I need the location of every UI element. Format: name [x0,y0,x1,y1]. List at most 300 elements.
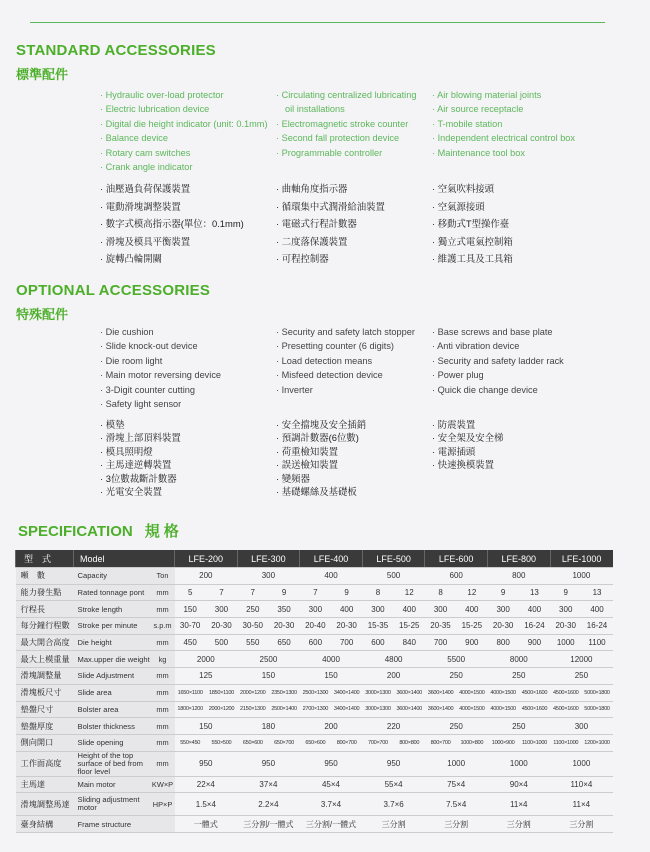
spec-value: 12 [456,584,487,601]
spec-value: 650 [268,634,299,651]
spec-unit: KW×P [151,776,175,793]
spec-value: 3600×1400 [425,684,456,701]
spec-value: 200 [362,668,425,685]
spec-value: 16-24 [581,618,612,635]
top-divider-line [30,22,605,23]
spec-value: 20-35 [425,618,456,635]
spec-value: 12000 [550,651,613,668]
accessory-item: · 預調計數器(6位數) [276,431,366,444]
accessory-item: · 主馬達逆轉裝置 [100,458,181,471]
spec-label-zh: 最大上模重量 [16,651,74,668]
standard-col2-zh [276,180,385,268]
accessory-item: · 循環集中式潤滑給油裝置 [276,198,385,216]
spec-unit: mm [151,601,175,618]
spec-value: 三分割 [550,816,613,833]
spec-label-en: Bolster thickness [74,718,151,735]
spec-label-en: Rated tonnage pont [74,584,151,601]
spec-value: 250 [487,718,550,735]
optional-accessories-title: OPTIONAL ACCESSORIES [16,282,211,299]
spec-value: 4000×1500 [456,701,487,718]
spec-value: 3000×1300 [362,684,393,701]
accessory-item: · Inverter [276,383,415,397]
spec-value: 2500×1300 [300,684,331,701]
accessory-item: · 光電安全裝置 [100,485,181,498]
spec-value: 1650×1100 [175,684,206,701]
model-header-zh: 型 式 [16,550,74,568]
spec-value: 400 [519,601,550,618]
accessory-item: oil installations [285,104,345,115]
spec-value: 7 [300,584,331,601]
model-lfe-200: LFE-200 [175,550,238,568]
spec-row [16,734,613,751]
spec-value: 4000×1500 [456,684,487,701]
spec-value: 150 [300,668,363,685]
spec-value: 4500×1600 [550,684,581,701]
spec-value: 4500×1600 [550,701,581,718]
spec-unit: mm [151,684,175,701]
spec-value: 600 [362,634,393,651]
accessory-item: · 防震裝置 [432,418,503,431]
spec-value: 7 [237,584,268,601]
spec-value: 4000×1500 [487,684,518,701]
spec-value: 三分割 [487,816,550,833]
spec-value: 2000×1200 [237,684,268,701]
model-lfe-300: LFE-300 [237,550,300,568]
optional-col3-zh [432,418,503,472]
standard-col3-en [432,88,575,160]
spec-value: 4000×1500 [487,701,518,718]
accessory-item: · Rotary cam switches [100,146,268,160]
spec-value: 300 [550,718,613,735]
spec-value: 7 [206,584,237,601]
spec-value: 20-30 [331,618,362,635]
accessory-item: · 電源插頭 [432,445,503,458]
spec-label-zh: 噸 數 [16,568,74,585]
spec-value: 300 [487,601,518,618]
accessory-item: · 安全架及安全梯 [432,431,503,444]
spec-value: 11×4 [487,793,550,816]
accessory-item: · 滑塊及模具平衡裝置 [100,233,244,251]
spec-value: 700×700 [362,734,393,751]
spec-label-en: Max.upper die weight [74,651,151,668]
optional-col1-zh [100,418,181,498]
spec-unit: HP×P [151,793,175,816]
spec-value: 9 [331,584,362,601]
spec-value: 8000 [487,651,550,668]
spec-value: 3.7×6 [362,793,425,816]
accessory-item: · Quick die change device [432,383,564,397]
spec-unit: kg [151,651,175,668]
accessory-item: · Die cushion [100,325,221,339]
spec-unit [151,816,175,833]
spec-value: 650×600 [300,734,331,751]
spec-value: 1200×1000 [581,734,612,751]
accessory-item: · Hydraulic over-load protector [100,88,268,102]
spec-value: 700 [425,634,456,651]
spec-value: 22×4 [175,776,238,793]
standard-col1-zh [100,180,244,268]
spec-row [16,776,613,793]
spec-value: 15-35 [362,618,393,635]
spec-label-zh: 行程長 [16,601,74,618]
spec-value: 650×600 [237,734,268,751]
spec-value: 150 [175,718,238,735]
spec-value: 2.2×4 [237,793,300,816]
spec-label-zh: 墊盤厚度 [16,718,74,735]
spec-value: 30-70 [175,618,206,635]
spec-value: 1000×800 [456,734,487,751]
spec-label-zh: 工作面高度 [16,751,74,776]
accessory-item: · Slide knock-out device [100,339,221,353]
spec-value: 110×4 [550,776,613,793]
spec-value: 5 [175,584,206,601]
spec-label-zh: 能力發生點 [16,584,74,601]
accessory-item: · Power plug [432,368,564,382]
accessory-item: · Base screws and base plate [432,325,564,339]
spec-value: 450 [175,634,206,651]
accessory-item: · 電動滑塊調整裝置 [100,198,244,216]
spec-label-zh: 滑塊調整量 [16,668,74,685]
accessory-item: · 滑塊上部頂料裝置 [100,431,181,444]
spec-label-en: Bolster area [74,701,151,718]
specification-title [18,520,183,541]
spec-label-en: Height of the top surface of bed from floor level [74,751,151,776]
spec-value: 45×4 [300,776,363,793]
spec-unit: mm [151,584,175,601]
spec-label-en: Slide Adjustment [74,668,151,685]
spec-value: 1000 [550,751,613,776]
spec-value: 950 [175,751,238,776]
model-lfe-500: LFE-500 [362,550,425,568]
accessory-item: · Air source receptacle [432,102,575,116]
spec-value: 11×4 [550,793,613,816]
spec-row [16,793,613,816]
accessory-item: · 移動式T型操作臺 [432,215,513,233]
spec-value: 2500×1400 [268,701,299,718]
spec-value: 2500 [237,651,300,668]
spec-value: 1000 [550,568,613,585]
accessory-item: · Misfeed detection device [276,368,415,382]
accessory-item: · Anti vibration device [432,339,564,353]
spec-label-zh: 滑塊調整馬達 [16,793,74,816]
spec-value: 2150×1300 [237,701,268,718]
spec-label-en: Stroke length [74,601,151,618]
spec-label-zh: 每分鐘行程數 [16,618,74,635]
model-lfe-1000: LFE-1000 [550,550,613,568]
spec-label-en: Main motor [74,776,151,793]
standard-accessories-title: STANDARD ACCESSORIES [16,42,216,59]
spec-row [16,668,613,685]
spec-value: 3400×1400 [331,701,362,718]
spec-label-zh: 滑塊板尺寸 [16,684,74,701]
spec-unit: mm [151,718,175,735]
spec-value: 三分割/一體式 [300,816,363,833]
spec-value: 800×800 [394,734,425,751]
spec-value: 400 [394,601,425,618]
spec-unit: Ton [151,568,175,585]
spec-label-en: Sliding adjustment motor [74,793,151,816]
spec-label-en: Capacity [74,568,151,585]
accessory-item: · Maintenance tool box [432,146,575,160]
spec-value: 2000×1200 [206,701,237,718]
specification-title-zh: 規格 [144,523,183,540]
standard-col3-zh [432,180,513,268]
spec-value: 三分割/一體式 [237,816,300,833]
model-lfe-400: LFE-400 [300,550,363,568]
spec-value: 900 [519,634,550,651]
spec-value: 1000×900 [487,734,518,751]
accessory-item: · Electric lubrication device [100,102,268,116]
spec-value: 1850×1100 [206,684,237,701]
spec-label-zh: 臺身結構 [16,816,74,833]
spec-value: 7.5×4 [425,793,488,816]
spec-value: 1000 [550,634,581,651]
spec-value: 800×700 [425,734,456,751]
accessory-item: · Safety light sensor [100,397,221,411]
spec-value: 550 [237,634,268,651]
spec-value: 三分割 [362,816,425,833]
spec-value: 4500×1600 [519,684,550,701]
accessory-item: · Balance device [100,131,268,145]
accessory-item: · Security and safety ladder rack [432,354,564,368]
spec-row [16,701,613,718]
spec-value: 1100 [581,634,612,651]
spec-value: 3.7×4 [300,793,363,816]
optional-col2-en [276,325,415,397]
accessory-item: · Air blowing material joints [432,88,575,102]
spec-value: 20-30 [550,618,581,635]
spec-label-en: Slide opening [74,734,151,751]
spec-value: 300 [362,601,393,618]
accessory-item: · Electromagnetic stroke counter [276,117,416,131]
spec-value: 5000×1800 [581,684,612,701]
spec-value: 37×4 [237,776,300,793]
spec-value: 550×450 [175,734,206,751]
accessory-item: · 安全擋塊及安全插銷 [276,418,366,431]
spec-value: 300 [425,601,456,618]
spec-value: 20-30 [206,618,237,635]
spec-value: 4500×1600 [519,701,550,718]
spec-value: 13 [519,584,550,601]
accessory-item: · Independent electrical control box [432,131,575,145]
spec-value: 2350×1300 [268,684,299,701]
spec-value: 150 [175,601,206,618]
accessory-item: · T-mobile station [432,117,575,131]
spec-value: 700 [331,634,362,651]
spec-value: 350 [268,601,299,618]
accessory-item: · 3位數裁斷計數器 [100,472,181,485]
accessory-item: · Main motor reversing device [100,368,221,382]
accessory-item: · Digital die height indicator (unit: 0.1mm) [100,117,268,131]
accessory-item: · 誤送檢知裝置 [276,458,366,471]
spec-value: 950 [300,751,363,776]
accessory-item: · 模墊 [100,418,181,431]
spec-value: 650×700 [268,734,299,751]
spec-row [16,584,613,601]
spec-value: 1100×1000 [519,734,550,751]
spec-row [16,651,613,668]
spec-value: 2700×1300 [300,701,331,718]
specification-title-en: SPECIFICATION [18,523,133,540]
accessory-item: · Security and safety latch stopper [276,325,415,339]
optional-col1-en [100,325,221,411]
accessory-item: · 3-Digit counter cutting [100,383,221,397]
accessory-item: · 數字式模高指示器(單位：0.1mm) [100,215,244,233]
spec-label-zh: 墊盤尺寸 [16,701,74,718]
spec-row [16,718,613,735]
spec-value: 600 [300,634,331,651]
spec-value: 1100×1000 [550,734,581,751]
accessory-item: · 旋轉凸輪開關 [100,250,244,268]
accessory-item: · 可程控制器 [276,250,385,268]
spec-value: 12 [394,584,425,601]
spec-value: 180 [237,718,300,735]
spec-value: 800 [487,568,550,585]
spec-value: 20-30 [487,618,518,635]
specification-table [15,550,613,833]
spec-value: 9 [550,584,581,601]
spec-value: 90×4 [487,776,550,793]
spec-value: 3600×1400 [394,684,425,701]
standard-col1-en [100,88,268,174]
spec-value: 200 [300,718,363,735]
spec-value: 一體式 [175,816,238,833]
spec-value: 300 [300,601,331,618]
spec-header-row [16,550,613,568]
spec-value: 250 [550,668,613,685]
spec-value: 250 [425,668,488,685]
accessory-item: · 空氣源接頭 [432,198,513,216]
spec-label-zh: 主馬達 [16,776,74,793]
spec-row [16,634,613,651]
accessory-item: · Die room light [100,354,221,368]
spec-unit: s.p.m [151,618,175,635]
spec-value: 400 [456,601,487,618]
spec-value: 550×500 [206,734,237,751]
standard-accessories-title-zh: 標準配件 [16,67,69,82]
standard-col2-en [276,88,416,160]
spec-value: 16-24 [519,618,550,635]
spec-value: 500 [206,634,237,651]
spec-row [16,601,613,618]
accessory-item: · 基礎螺絲及基礎板 [276,485,366,498]
optional-col3-en [432,325,564,397]
model-header-en: Model [74,550,175,568]
spec-value: 300 [237,568,300,585]
model-lfe-800: LFE-800 [487,550,550,568]
spec-value: 400 [331,601,362,618]
spec-value: 950 [237,751,300,776]
spec-row [16,618,613,635]
accessory-item: · 二度落保護裝置 [276,233,385,251]
accessory-item: · 曲軸角度指示器 [276,180,385,198]
spec-value: 20-40 [300,618,331,635]
spec-label-en: Frame structure [74,816,151,833]
spec-row [16,751,613,776]
accessory-item: · Presetting counter (6 digits) [276,339,415,353]
accessory-item: · Load detection means [276,354,415,368]
spec-value: 5500 [425,651,488,668]
spec-label-en: Slide area [74,684,151,701]
spec-value: 15-25 [394,618,425,635]
spec-value: 1000 [425,751,488,776]
spec-value: 500 [362,568,425,585]
spec-value: 8 [425,584,456,601]
spec-value: 3000×1300 [362,701,393,718]
spec-value: 5000×1800 [581,701,612,718]
spec-value: 1000 [487,751,550,776]
accessory-item: · 荷重檢知裝置 [276,445,366,458]
spec-value: 950 [362,751,425,776]
spec-value: 150 [237,668,300,685]
spec-row [16,816,613,833]
spec-unit: mm [151,634,175,651]
accessory-item: · 維護工具及工具箱 [432,250,513,268]
optional-col2-zh [276,418,366,498]
spec-value: 250 [237,601,268,618]
spec-value: 300 [206,601,237,618]
spec-label-en: Stroke per minute [74,618,151,635]
spec-value: 800 [487,634,518,651]
spec-value: 220 [362,718,425,735]
spec-value: 400 [581,601,612,618]
spec-value: 4800 [362,651,425,668]
spec-value: 250 [487,668,550,685]
spec-value: 4000 [300,651,363,668]
spec-unit: mm [151,734,175,751]
spec-value: 9 [268,584,299,601]
accessory-item: · 快速換模裝置 [432,458,503,471]
spec-label-zh: 側向開口 [16,734,74,751]
spec-value: 30-50 [237,618,268,635]
accessory-item: · Programmable controller [276,146,416,160]
accessory-item: · Circulating centralized lubricating [276,88,416,102]
spec-value: 15-25 [456,618,487,635]
accessory-item: · 變頻器 [276,472,366,485]
spec-value: 400 [300,568,363,585]
model-lfe-600: LFE-600 [425,550,488,568]
spec-value: 250 [425,718,488,735]
spec-row [16,684,613,701]
spec-value: 3600×1400 [425,701,456,718]
spec-value: 9 [487,584,518,601]
accessory-item: · 模具照明燈 [100,445,181,458]
spec-unit: mm [151,701,175,718]
spec-value: 20-30 [268,618,299,635]
optional-accessories-title-zh: 特殊配件 [16,307,69,322]
spec-value: 800×700 [331,734,362,751]
accessory-item: · 獨立式電氣控制箱 [432,233,513,251]
spec-value: 200 [175,568,238,585]
spec-value: 300 [550,601,581,618]
spec-value: 1.5×4 [175,793,238,816]
accessory-item: · 空氣吹料接頭 [432,180,513,198]
spec-value: 8 [362,584,393,601]
accessory-item: · 油壓過負荷保護裝置 [100,180,244,198]
accessory-item: · Second fall protection device [276,131,416,145]
spec-value: 13 [581,584,612,601]
spec-value: 75×4 [425,776,488,793]
spec-value: 1800×1200 [175,701,206,718]
spec-unit: mm [151,668,175,685]
spec-value: 125 [175,668,238,685]
spec-row [16,568,613,585]
accessory-item: · 電磁式行程計數器 [276,215,385,233]
spec-value: 3600×1400 [394,701,425,718]
spec-value: 2000 [175,651,238,668]
spec-unit: mm [151,751,175,776]
spec-value: 55×4 [362,776,425,793]
